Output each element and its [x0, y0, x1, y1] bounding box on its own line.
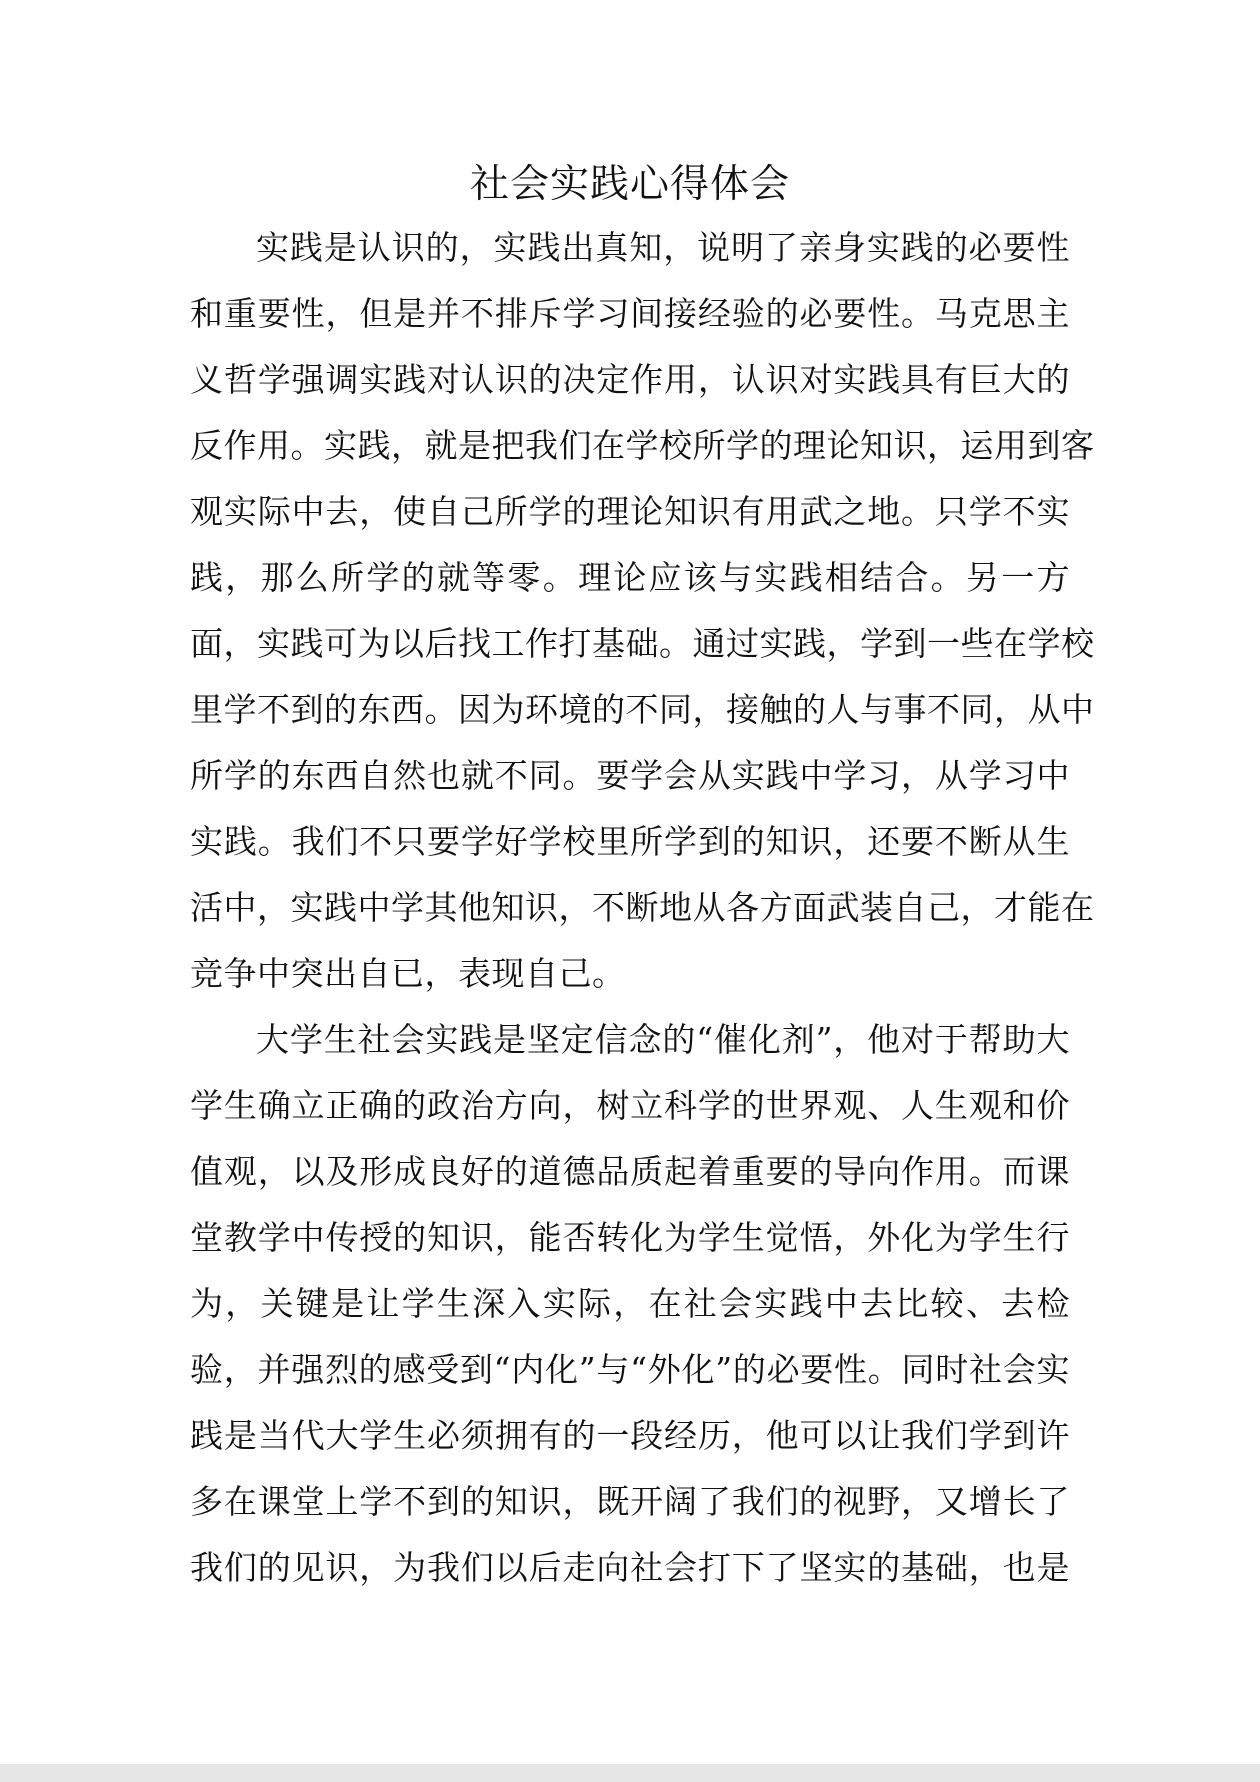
- paragraph-1-line-8: 里学不到的东西。因为环境的不同，接触的人与事不同，从中: [190, 690, 1095, 729]
- paragraph-1-line-9: 所学的东西自然也就不同。要学会从实践中学习，从学习中: [190, 756, 1070, 795]
- paragraph-1-line-7: 面，实践可为以后找工作打基础。通过实践，学到一些在学校: [190, 624, 1095, 663]
- paragraph-2-line-4: 堂教学中传授的知识，能否转化为学生觉悟，外化为学生行: [190, 1218, 1070, 1257]
- paragraph-1-line-6: 践，那么所学的就等零。理论应该与实践相结合。另一方: [190, 558, 1070, 597]
- document-body: [190, 215, 1095, 1601]
- paragraph-1-line-4: 反作用。实践，就是把我们在学校所学的理论知识，运用到客: [190, 426, 1095, 465]
- paragraph-2-line-7: 践是当代大学生必须拥有的一段经历，他可以让我们学到许: [190, 1416, 1070, 1455]
- paragraph-2-line-2: 学生确立正确的政治方向，树立科学的世界观、人生观和价: [190, 1086, 1070, 1125]
- paragraph-1-line-12: 竞争中突出自已，表现自己。: [190, 954, 626, 993]
- paragraph-2-line-5: 为，关键是让学生深入实际，在社会实践中去比较、去检: [190, 1284, 1070, 1323]
- paragraph-1-line-3: 义哲学强调实践对认识的决定作用，认识对实践具有巨大的: [190, 360, 1070, 399]
- paragraph-1-line-11: 活中，实践中学其他知识，不断地从各方面武装自己，才能在: [190, 888, 1095, 927]
- paragraph-2-line-9: 我们的见识，为我们以后走向社会打下了坚实的基础，也是: [190, 1548, 1070, 1587]
- paragraph-1-line-1: 实践是认识的，实践出真知，说明了亲身实践的必要性: [256, 228, 1070, 267]
- paragraph-1-line-2: 和重要性，但是并不排斥学习间接经验的必要性。马克思主: [190, 294, 1070, 333]
- paragraph-2-line-3: 值观，以及形成良好的道德品质起着重要的导向作用。而课: [190, 1152, 1070, 1191]
- paragraph-2-line-8: 多在课堂上学不到的知识，既开阔了我们的视野，又增长了: [190, 1482, 1070, 1521]
- paragraph-1-line-5: 观实际中去，使自己所学的理论知识有用武之地。只学不实: [190, 492, 1070, 531]
- page-bottom-edge: [0, 1764, 1260, 1782]
- paragraph-2-line-1: 大学生社会实践是坚定信念的“催化剂”，他对于帮助大: [256, 1020, 1070, 1059]
- paragraph-1-line-10: 实践。我们不只要学好学校里所学到的知识，还要不断从生: [190, 822, 1070, 861]
- paragraph-2-line-6: 验，并强烈的感受到“内化”与“外化”的必要性。同时社会实: [190, 1350, 1070, 1389]
- document-title: 社会实践心得体会: [469, 162, 790, 207]
